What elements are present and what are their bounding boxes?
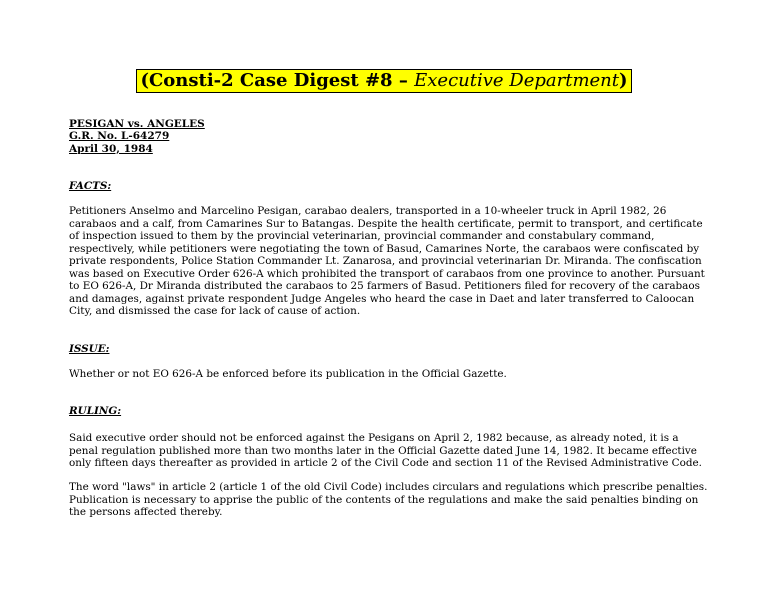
title-suffix: ) xyxy=(619,70,628,91)
facts-paragraph: Petitioners Anselmo and Marcelino Pesigan, carabao dealers, transported in a 10-wheeler truck in April 1982, 26 carabaos and a calf, from Camarines Sur to Batangas. Despite the health certificate, permit to transport, and certificate of inspection issued to them by the provincial veterinarian, provincial commander and constabulary command, respectively, while petitioners were negotiating the town of Basud, Camarines Norte, the carabaos were confiscated by private respondents, Police Station Commander Lt. Zanarosa, and provincial veterinarian Dr. Miranda. The confiscation was based on Executive Order 626-A which prohibited the transport of carabaos from one province to another. Pursuant to EO 626-A, Dr Miranda distributed the carabaos to 25 farmers of Basud. Petitioners filed for recovery of the carabaos and damages, against private respondent Judge Angeles who heard the case in Daet and later transferred to Caloocan City, and dismissed the case for lack of cause of action. xyxy=(69,205,705,317)
case-date: April 30, 1984 xyxy=(69,142,153,155)
case-header xyxy=(69,118,709,155)
title-prefix: (Consti-2 Case Digest #8 – xyxy=(140,70,415,91)
issue-paragraph: Whether or not EO 626-A be enforced before its publication in the Official Gazette. xyxy=(69,368,507,380)
ruling-heading: RULING: xyxy=(69,405,122,417)
facts-heading: FACTS: xyxy=(69,180,112,192)
issue-heading: ISSUE: xyxy=(69,343,110,355)
ruling-paragraph-1: Said executive order should not be enforced against the Pesigans on April 2, 1982 because, as already noted, it is a penal regulation published more than two months later in the Official Gazette dated June 14, 1982. It became effective only fifteen days thereafter as provided in article 2 of the Civil Code and section 11 of the Revised Administrative Code. xyxy=(69,432,702,469)
title-container xyxy=(0,69,768,93)
ruling-paragraph-2: The word "laws" in article 2 (article 1 of the old Civil Code) includes circulars and regulations which prescribe penalties. Publication is necessary to apprise the public of the contents of the regulations and make the said penalties binding on the persons affected thereby. xyxy=(69,481,708,518)
title-italic: Executive Department xyxy=(414,70,619,91)
document-title xyxy=(136,69,631,93)
case-name: PESIGAN vs. ANGELES xyxy=(69,118,205,130)
case-gr-number: G.R. No. L-64279 xyxy=(69,130,170,143)
